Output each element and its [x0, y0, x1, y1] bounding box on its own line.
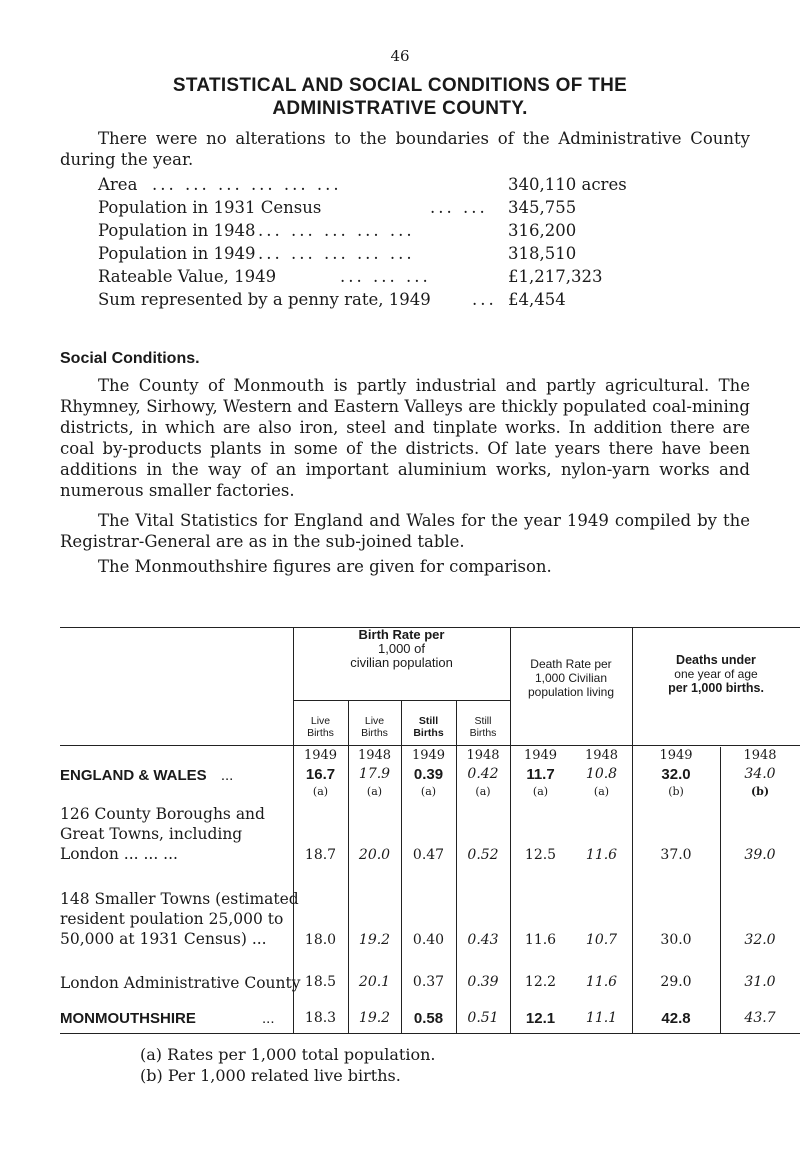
header-line: civilian population [350, 655, 453, 670]
sub-header-line: Births [361, 727, 388, 739]
stat-value: £1,217,323 [508, 267, 603, 286]
table-cell: 11.6 [585, 974, 618, 990]
table-cell: 0.51 [467, 1010, 499, 1026]
table-cell: 12.5 [524, 847, 557, 863]
stat-value: £4,454 [508, 290, 566, 309]
row-label-line: 126 County Boroughs and [60, 805, 265, 823]
header-line: Death Rate per [530, 657, 612, 671]
sub-header-line: Births [413, 727, 444, 739]
stat-dots: ... ... [430, 198, 488, 217]
table-cell: 11.7 [526, 766, 555, 783]
year-label: 1949 [411, 748, 446, 763]
stat-value: 340,110 acres [508, 175, 627, 194]
row-label-line: London ... ... ... [60, 845, 178, 863]
row-label-line: 50,000 at 1931 Census) ... [60, 930, 267, 948]
footnote-mark: (a) [312, 785, 329, 798]
stat-dots: ... ... ... [340, 267, 431, 286]
stat-label: Population in 1948 [98, 221, 256, 240]
table-cell: 29.0 [660, 974, 692, 990]
footnote-mark: (a) [475, 785, 491, 798]
stat-value: 316,200 [508, 221, 577, 240]
row-label-smaller-towns [60, 889, 299, 949]
table-cell: 17.9 [358, 766, 391, 782]
row-label-line: London Administrative County [60, 974, 301, 992]
header-line: Deaths under [676, 653, 756, 667]
sub-header [293, 715, 348, 739]
sub-header-line: Still [474, 715, 492, 727]
footnote-a: (a) Rates per 1,000 total population. [140, 1045, 436, 1064]
table-cell: 11.1 [585, 1010, 618, 1026]
table-cell: 0.39 [413, 766, 444, 783]
footnote-mark: (b) [750, 785, 770, 798]
stat-value: 345,755 [508, 198, 577, 217]
row-label-text: ENGLAND & WALES [60, 767, 207, 784]
year-label: 1948 [357, 748, 392, 763]
sub-header [348, 715, 401, 739]
table-cell: 19.2 [358, 932, 391, 948]
table-cell: 0.40 [412, 932, 445, 948]
table-cell: 12.2 [524, 974, 557, 990]
table-cell: 20.1 [358, 974, 391, 990]
sub-header [401, 715, 456, 739]
year-label: 1949 [523, 748, 558, 763]
death-rate-header [510, 657, 632, 699]
table-cell: 16.7 [305, 766, 336, 783]
year-label: 1949 [303, 748, 338, 763]
table-cell: 39.0 [744, 847, 776, 863]
table-cell: 34.0 [744, 766, 776, 782]
stat-dots: ... ... ... ... ... ... [152, 175, 342, 194]
stat-dots: ... ... ... ... ... [258, 244, 415, 263]
table-cell: 32.0 [744, 932, 776, 948]
birth-rate-header [293, 628, 510, 670]
sub-header-line: Live [310, 715, 331, 727]
footnote-mark: (a) [366, 785, 383, 798]
table-cell: 18.5 [304, 974, 337, 990]
header-line: per 1,000 births. [668, 681, 764, 695]
social-paragraph: The County of Monmouth is partly industrial and partly agricultural. The Rhymney, Sirhowy, Western and Eastern Valleys are thickly populated coal-mining districts, in which are also iron, steel and tinplate works. In addition there are coal by-products plants in some of the districts. Of late years there have been additions in the way of an important aluminium works, nylon-yarn works and numerous smaller factories. [60, 376, 750, 500]
table-cell: 0.52 [467, 847, 499, 863]
table-cell: 18.0 [304, 932, 337, 948]
table-cell: 11.6 [524, 932, 557, 948]
table-cell: 0.43 [467, 932, 499, 948]
table-cell: 18.7 [304, 847, 337, 863]
table-cell: 20.0 [358, 847, 391, 863]
table-cell: 10.7 [585, 932, 618, 948]
row-label-line: Great Towns, including [60, 825, 243, 843]
sub-header-line: Births [469, 727, 497, 739]
stat-label: Area [98, 175, 138, 194]
row-label-england-wales [60, 766, 233, 786]
page-title-line2: ADMINISTRATIVE COUNTY. [272, 98, 528, 119]
header-line: Birth Rate per [358, 627, 445, 642]
page-title-line1: STATISTICAL AND SOCIAL CONDITIONS OF THE [172, 75, 628, 96]
header-line: 1,000 of [378, 641, 425, 656]
row-label-monmouthshire [60, 1009, 275, 1029]
section-heading: Social Conditions. [60, 350, 200, 367]
stat-label: Rateable Value, 1949 [98, 267, 277, 286]
sub-header [456, 715, 510, 739]
table-cell: 42.8 [661, 1010, 691, 1027]
stat-label: Population in 1931 Census [98, 198, 322, 217]
table-cell: 32.0 [661, 766, 691, 783]
table-cell: 0.47 [412, 847, 445, 863]
year-label: 1948 [584, 748, 619, 763]
infant-deaths-header [632, 653, 800, 695]
page-number: 46 [390, 47, 410, 65]
table-cell: 43.7 [744, 1010, 776, 1026]
year-label: 1948 [743, 748, 777, 763]
header-line: population living [527, 685, 615, 699]
table-cell: 30.0 [660, 932, 692, 948]
sub-header-line: Still [418, 715, 439, 727]
row-label-county-boroughs [60, 804, 265, 864]
stat-dots: ... ... ... ... ... [258, 221, 415, 240]
year-label: 1948 [466, 748, 500, 763]
stat-label: Sum represented by a penny rate, 1949 [98, 290, 431, 309]
table-cell: 31.0 [744, 974, 776, 990]
footnotes [140, 1044, 435, 1086]
comparison-paragraph: The Monmouthshire figures are given for comparison. [98, 557, 552, 576]
row-label-london [60, 973, 301, 993]
row-label-text: MONMOUTHSHIRE [60, 1010, 196, 1027]
table-cell: 0.58 [413, 1010, 444, 1027]
stat-value: 318,510 [508, 244, 577, 263]
stat-label: Population in 1949 [98, 244, 256, 263]
vital-statistics-table [60, 627, 800, 1037]
table-cell: 19.2 [358, 1010, 391, 1026]
intro-paragraph: There were no alterations to the boundaries of the Administrative County during the year. [60, 129, 750, 169]
footnote-mark: (a) [420, 785, 437, 798]
table-cell: 0.42 [467, 766, 499, 782]
table-cell: 0.37 [412, 974, 445, 990]
row-label-line: 148 Smaller Towns (estimated [60, 890, 299, 908]
row-label-dots: ... [220, 767, 234, 784]
sub-header-line: Births [307, 727, 334, 739]
header-line: 1,000 Civilian [534, 671, 608, 685]
table-cell: 11.6 [585, 847, 618, 863]
stat-dots: ... [472, 290, 497, 309]
table-cell: 37.0 [660, 847, 692, 863]
table-cell: 10.8 [585, 766, 618, 782]
table-cell: 12.1 [525, 1010, 556, 1027]
sub-header-line: Live [364, 715, 385, 727]
table-cell: 18.3 [304, 1010, 337, 1026]
footnote-mark: (a) [532, 785, 549, 798]
table-cell: 0.39 [467, 974, 499, 990]
row-label-line: resident poulation 25,000 to [60, 910, 284, 928]
year-label: 1949 [659, 748, 693, 763]
footnote-mark: (b) [668, 785, 684, 798]
header-line: one year of age [674, 667, 758, 681]
row-label-dots: ... [262, 1010, 275, 1027]
vital-paragraph: The Vital Statistics for England and Wales for the year 1949 compiled by the Registrar-General are as in the sub-joined table. [60, 511, 750, 551]
footnote-mark: (a) [593, 785, 610, 798]
footnote-b: (b) Per 1,000 related live births. [140, 1066, 401, 1085]
